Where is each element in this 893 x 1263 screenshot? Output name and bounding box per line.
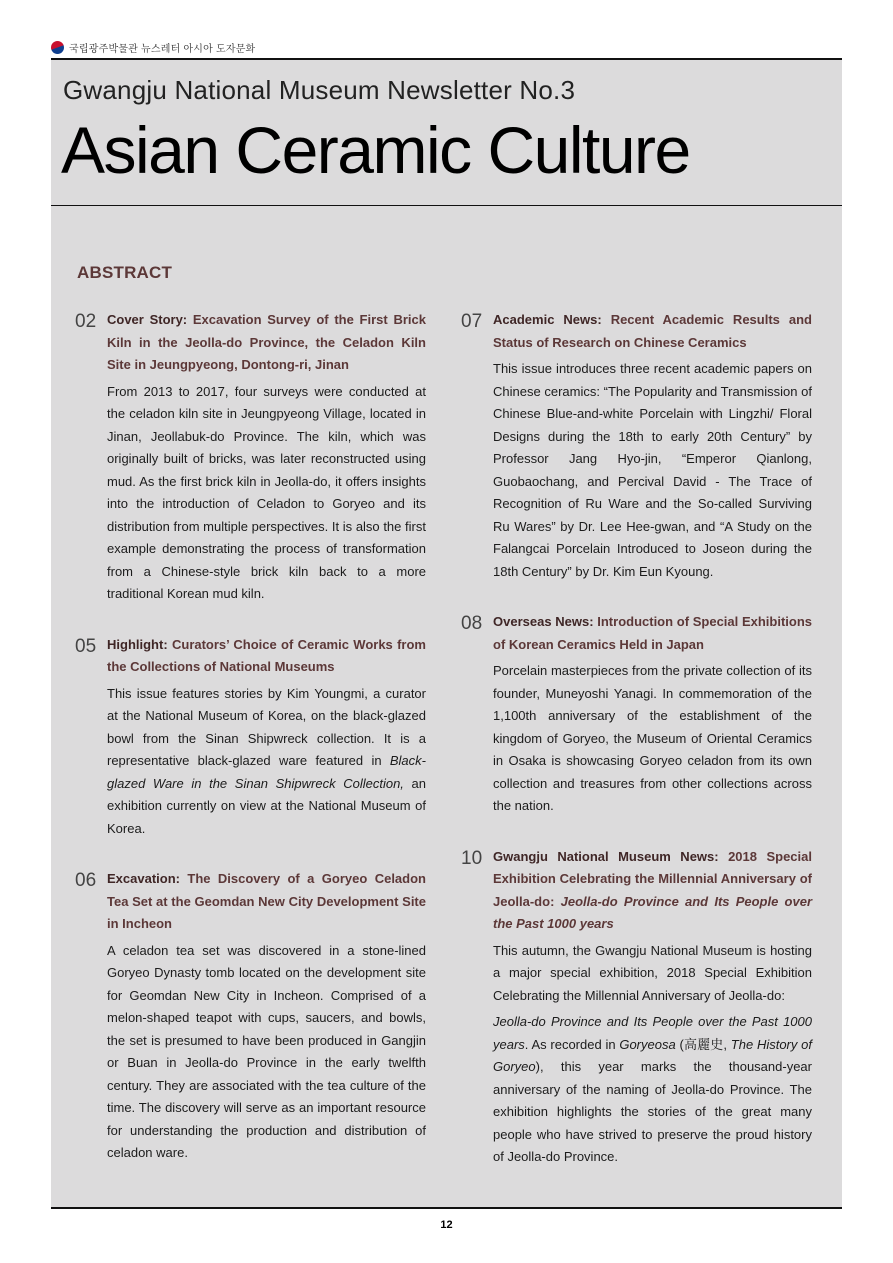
article-page-number: 07 [461, 311, 483, 332]
right-column [461, 309, 861, 1169]
article-body: From 2013 to 2017, four surveys were conducted at the celadon kiln site in Jeungpyeong Village, located in Jinan, Jeollabuk-do Province. The kiln, which was originally built of bricks, was later reconstructed using mud. As the first brick kiln in Jeolla-do, it offers insights into the introduction of Celadon to Goryeo and its distribution from multiple perspectives. It is also the first example demonstrating the process of transformation from a Chinese-style brick kiln back to a more traditional Korean mud kiln. [107, 383, 426, 601]
article-heading-text: Curators’ Choice of Ceramic Works from the Collections of National Museums [107, 636, 426, 674]
article-heading [493, 611, 812, 656]
article-heading-text: 2018 Special Exhibition Celebrating the Millennial Anniversary of Jeolla-do: [493, 848, 812, 909]
article-body-italic: Goryeosa [619, 1036, 676, 1052]
abstract-heading: ABSTRACT [77, 263, 173, 282]
article-heading-text: Recent Academic Results and Status of Research on Chinese Ceramics [493, 312, 812, 350]
article-label: Overseas News: [493, 614, 594, 629]
article-heading [493, 309, 812, 354]
article-label: Academic News: [493, 312, 602, 327]
article-body-italic: Black-glazed Ware in the Sinan Shipwreck Collection, [107, 753, 426, 791]
article-heading-text: Introduction of Special Exhibitions of Korean Ceramics Held in Japan [493, 614, 813, 652]
article-body-text: ), this year marks the thousand-year anniversary of the naming of Jeolla-do Province. The exhibition highlights the stories of the great many people who have strived to preserve the proud history of Jeolla-do Province. [493, 1059, 812, 1164]
article-highlight [75, 634, 475, 841]
taegeuk-emblem-icon [51, 41, 64, 54]
article-body-text: . As recorded in [524, 1036, 620, 1052]
bottom-rule [51, 1207, 842, 1209]
article-body-continued [493, 1011, 812, 1169]
article-page-number: 05 [75, 635, 97, 657]
article-museum-news [461, 846, 861, 1169]
article-heading-text: Excavation Survey of the First Brick Kiln in the Jeolla-do Province, the Celadon Kiln Site in Jeungpyeong, Dontong-ri, Jinan [107, 312, 426, 372]
article-body-italic: The History of Goryeo [493, 1036, 812, 1074]
running-header-text: 국립광주박물관 뉴스레터 아시아 도자문화 [69, 43, 256, 55]
running-header [51, 36, 255, 58]
article-page-number: 08 [461, 613, 483, 634]
newsletter-subtitle: Gwangju National Museum Newsletter No.3 [63, 75, 576, 105]
article-body-text: This issue features stories by Kim Youngmi, a curator at the National Museum of Korea, on the black-glazed bowl from the Sinan Shipwreck collection. It is a representative black-glazed ware featured in [107, 685, 426, 768]
article-label: Cover Story: [107, 312, 188, 327]
article-page-number: 10 [461, 847, 483, 869]
article-heading-text: The Discovery of a Goryeo Celadon Tea Set at the Geomdan New City Development Site in Incheon [107, 871, 426, 931]
article-body [107, 683, 426, 841]
article-body: Porcelain masterpieces from the private collection of its founder, Muneyoshi Yanagi. In commemoration of the 1,100th anniversary of the establishment of the kingdom of Goryeo, the Museum of Oriental Ceramics in Osaka is showcasing Goryeo celadon from its own collection and treasures from other collections across the nation. [493, 663, 812, 813]
title-banner [51, 60, 842, 206]
article-cover-story [75, 309, 475, 606]
page-title: Asian Ceramic Culture [61, 113, 690, 187]
article-body-italic: Jeolla-do Province and Its People over the Past 1000 years [493, 1014, 812, 1052]
article-label: Gwangju National Museum News: [493, 848, 719, 864]
page-number: 12 [440, 1219, 453, 1231]
abstract-panel [51, 206, 842, 1207]
article-heading [493, 846, 812, 936]
article-body-text: an exhibition currently on view at the National Museum of Korea. [107, 775, 426, 836]
article-body: This issue introduces three recent academic papers on Chinese ceramics: “The Popularity and Transmission of Chinese Blue-and-white Porcelain with Lingzhi/ Floral Designs during the 18th to early 20th Century” by Professor Jang Hyo-jin, “Emperor Qianlong, Guobaochang, and Percival David - The Trace of Recognition of Ru Ware and the So-called Surviving Ru Wares” by Dr. Lee Hee-gwan, and “A Study on the Falangcai Porcelain Introduced to Joseon during the 18th Century” by Dr. Kim Eun Kyoung. [493, 361, 812, 579]
article-heading [107, 868, 426, 936]
article-body: A celadon tea set was discovered in a stone-lined Goryeo Dynasty tomb located on the development site for Geomdan New City in Incheon. Comprised of a melon-shaped teapot with cups, saucers, and bowls, the set is presumed to have been produced in Gangjin or Buan in Jeolla-do Province in the early twelfth century. They are associated with the tea culture of the time. The discovery will serve as an important resource for understanding the production and distribution of celadon ware. [107, 942, 426, 1160]
article-label: Excavation: [107, 871, 180, 886]
left-column [75, 309, 475, 1165]
article-academic-news [461, 309, 861, 583]
article-heading [107, 634, 426, 679]
article-page-number: 02 [75, 311, 97, 332]
article-excavation [75, 868, 475, 1165]
article-overseas-news [461, 611, 861, 818]
article-page-number: 06 [75, 870, 97, 891]
article-label: Highlight: [107, 636, 168, 652]
article-body-text: (高麗史, [675, 1036, 731, 1052]
article-heading-italic: Jeolla-do Province and Its People over the Past 1000 years [493, 893, 812, 931]
article-heading [107, 309, 426, 377]
article-body: This autumn, the Gwangju National Museum is hosting a major special exhibition, 2018 Special Exhibition Celebrating the Millennial Anniversary of Jeolla-do: [493, 942, 812, 1003]
